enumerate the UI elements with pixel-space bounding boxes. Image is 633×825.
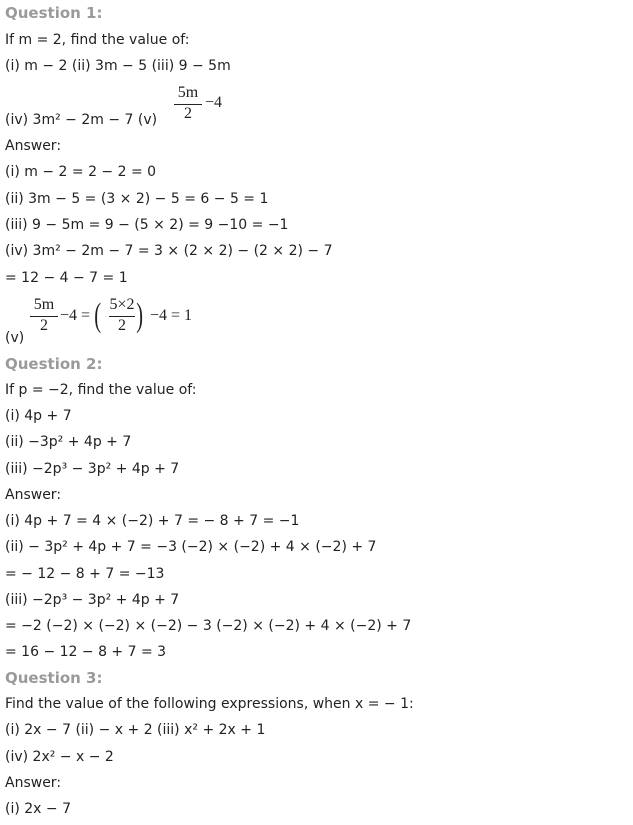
question-2-item-iii: (iii) −2p³ − 3p² + 4p + 7: [5, 461, 180, 477]
question-1-answer-label: Answer:: [5, 138, 62, 154]
question-1-answer-i: (i) m − 2 = 2 − 2 = 0: [5, 164, 157, 180]
expression-middle: −4 =: [60, 307, 91, 324]
question-3-items-line2: (iv) 2x² − x − 2: [5, 749, 114, 765]
question-2-answer-ii: (ii) − 3p² + 4p + 7 = −3 (−2) × (−2) + 4 × (−2) + 7: [5, 539, 377, 555]
question-1-answer-iv: (iv) 3m² − 2m − 7 = 3 × (2 × 2) − (2 × 2) − 7: [5, 243, 333, 259]
question-2-title: Question 2:: [5, 355, 103, 373]
fraction-numerator: 5m: [33, 296, 55, 313]
question-2-answer-iii-step: = −2 (−2) × (−2) × (−2) − 3 (−2) × (−2) + 4 × (−2) + 7: [5, 618, 412, 634]
right-paren: ): [136, 297, 144, 334]
fraction-denominator: 2: [184, 105, 192, 122]
question-1-items-line2: (iv) 3m² − 2m − 7 (v): [5, 112, 158, 128]
expression-end: −4 = 1: [150, 307, 193, 324]
question-2-answer-label: Answer:: [5, 487, 62, 503]
question-1-fraction-v: [172, 84, 232, 128]
question-2-answer-iii: (iii) −2p³ − 3p² + 4p + 7: [5, 592, 180, 608]
question-2-answer-iii-result: = 16 − 12 − 8 + 7 = 3: [5, 644, 167, 660]
fraction-numerator: 5m: [177, 84, 199, 101]
question-1-prompt: If m = 2, find the value of:: [5, 32, 190, 48]
question-1-answer-iv-result: = 12 − 4 − 7 = 1: [5, 270, 128, 286]
fraction-denominator: 2: [40, 317, 48, 334]
question-3-answer-i: (i) 2x − 7: [5, 801, 71, 817]
question-1-answer-ii: (ii) 3m − 5 = (3 × 2) − 5 = 6 − 5 = 1: [5, 191, 269, 207]
fraction-numerator: 5×2: [109, 296, 135, 313]
question-2-answer-i: (i) 4p + 7 = 4 × (−2) + 7 = − 8 + 7 = −1: [5, 513, 300, 529]
question-1-answer-v-label: (v): [5, 330, 25, 346]
question-3-answer-label: Answer:: [5, 775, 62, 791]
question-2-prompt: If p = −2, find the value of:: [5, 382, 197, 398]
fraction-remainder: −4: [205, 94, 223, 111]
question-1-items-line1: (i) m − 2 (ii) 3m − 5 (iii) 9 − 5m: [5, 58, 231, 74]
question-1-title: Question 1:: [5, 4, 103, 22]
question-2-item-ii: (ii) −3p² + 4p + 7: [5, 434, 132, 450]
question-1-answer-v-expression: [28, 296, 208, 342]
question-1-answer-iii: (iii) 9 − 5m = 9 − (5 × 2) = 9 −10 = −1: [5, 217, 289, 233]
fraction-denominator: 2: [118, 317, 126, 334]
question-3-prompt: Find the value of the following expressions, when x = − 1:: [5, 696, 414, 712]
question-3-items-line1: (i) 2x − 7 (ii) − x + 2 (iii) x² + 2x + 1: [5, 722, 266, 738]
question-2-answer-ii-result: = − 12 − 8 + 7 = −13: [5, 566, 165, 582]
question-3-title: Question 3:: [5, 669, 103, 687]
left-paren: (: [94, 297, 102, 334]
question-2-item-i: (i) 4p + 7: [5, 408, 72, 424]
